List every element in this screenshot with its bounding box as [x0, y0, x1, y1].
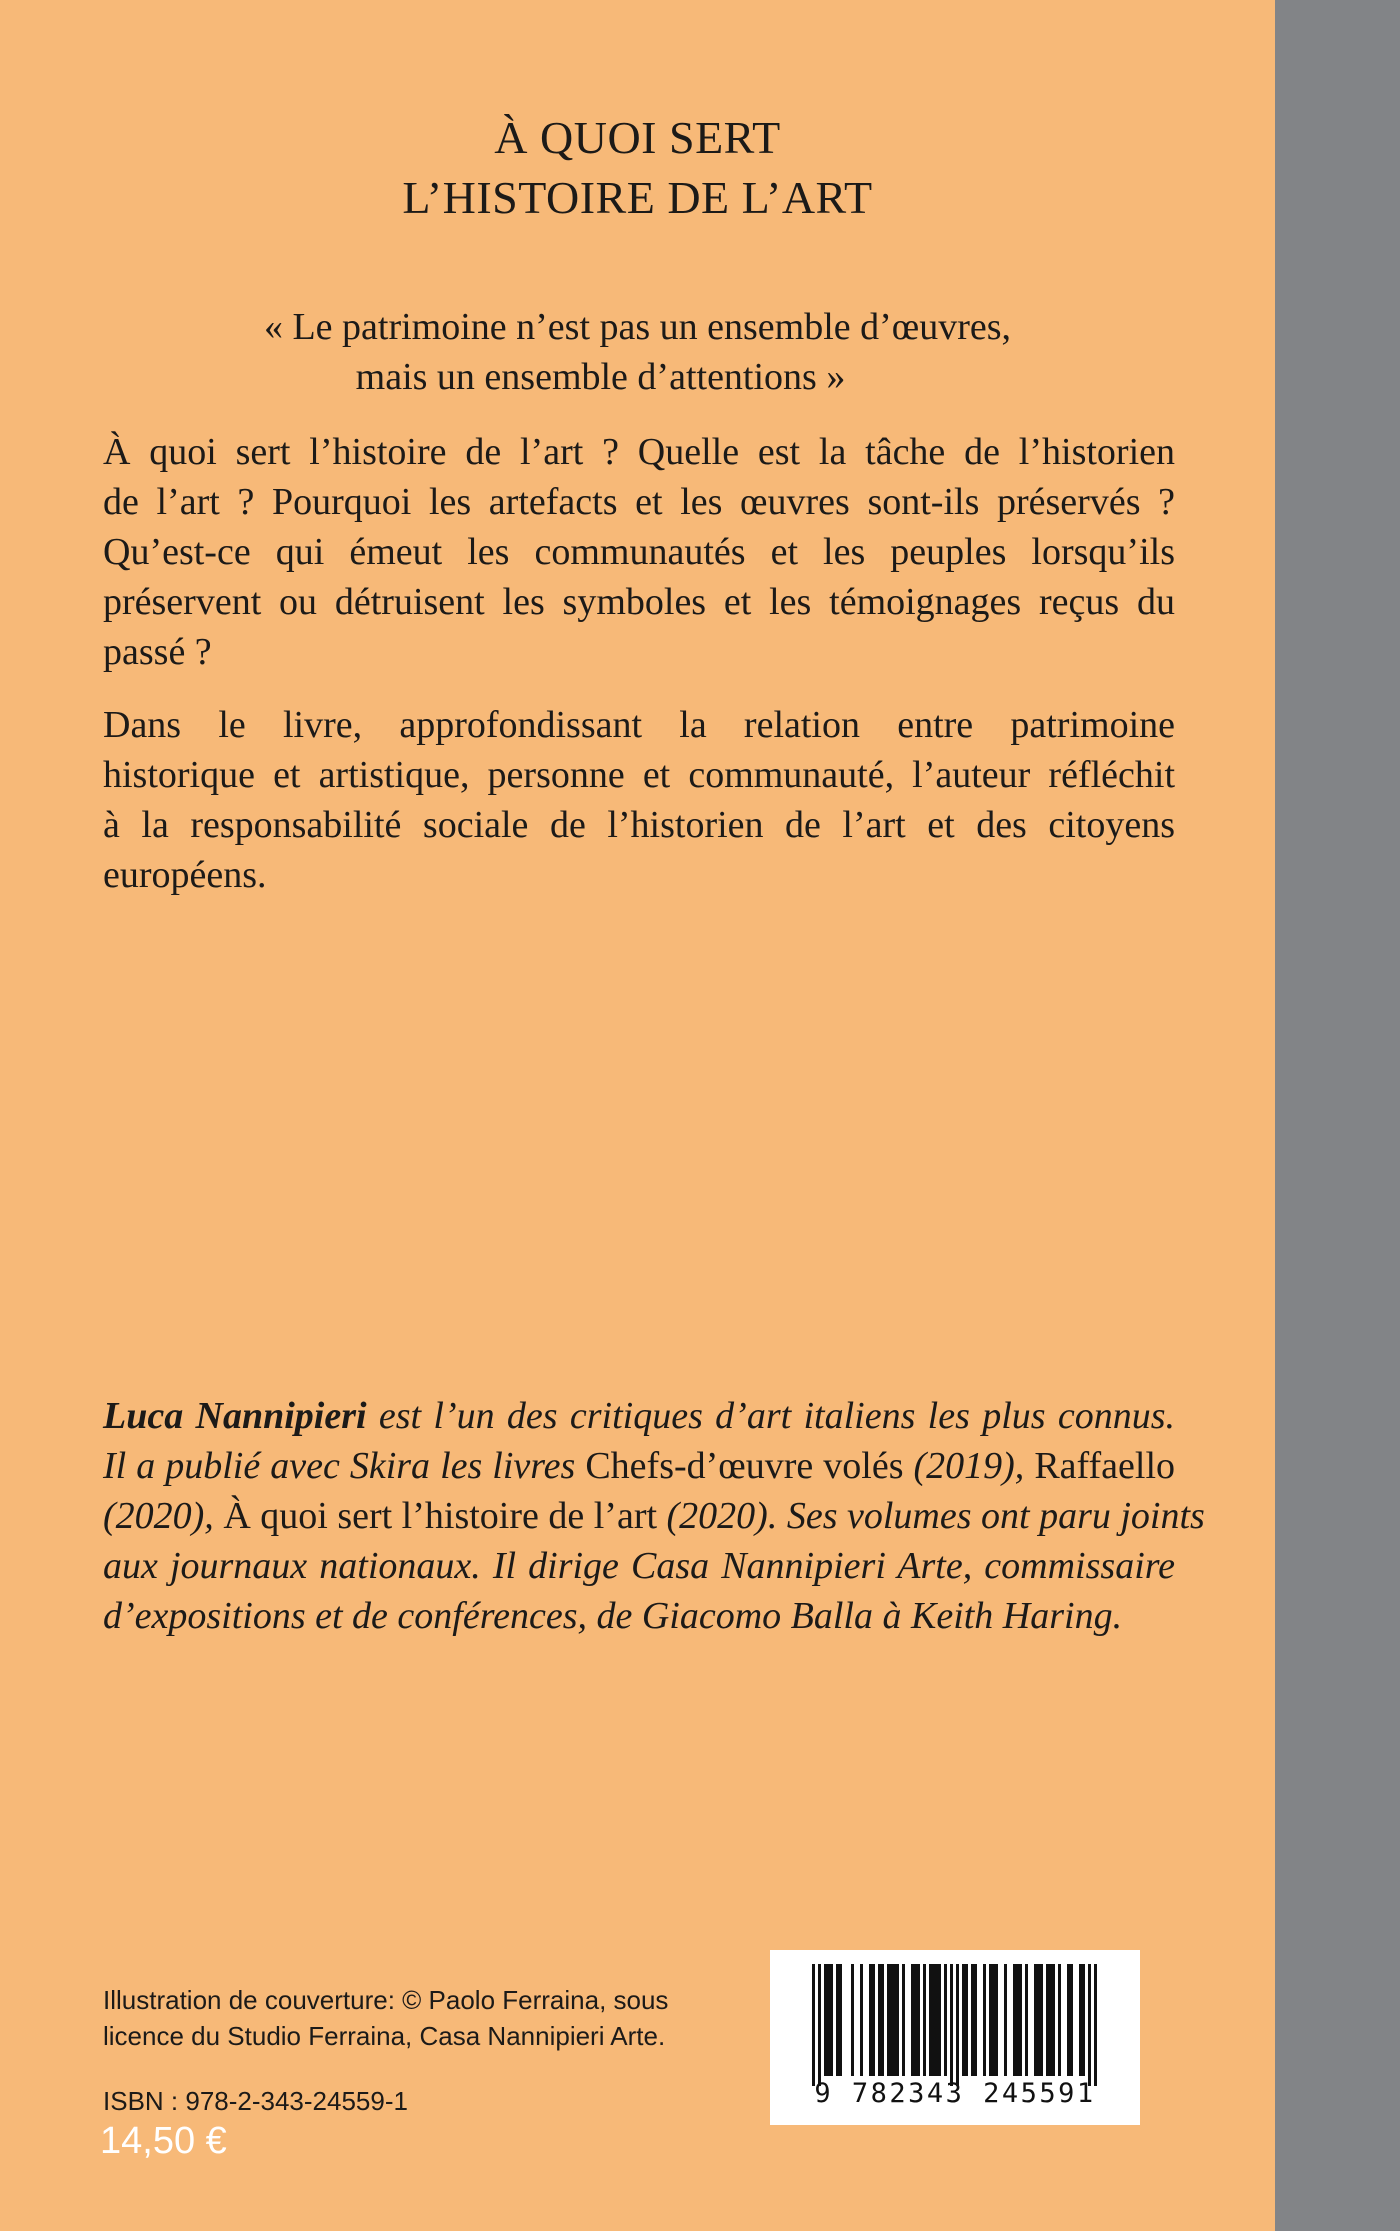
barcode-bar [839, 1964, 842, 2076]
barcode-bar [851, 1964, 854, 2076]
barcode-bar [890, 1964, 893, 2076]
quote-line-1: « Le patrimoine n’est pas un ensemble d’œuvres, [263, 306, 1012, 348]
price: 14,50 € [100, 2120, 227, 2162]
text-line: historique et artistique, personne et communauté, l’auteur réfléchit [103, 754, 1175, 796]
bio-line: Luca Nannipieri est l’un des critiques d’art italiens les plus connus. [103, 1395, 1176, 1437]
barcode-bar [893, 1964, 896, 2076]
barcode-bar [881, 1964, 884, 2076]
barcode-bar [830, 1964, 833, 2076]
text-line: européens. [103, 854, 267, 896]
bio-line: d’expositions et de conférences, de Giacomo Balla à Keith Haring. [103, 1595, 1123, 1637]
barcode [770, 1950, 1140, 2125]
book-spine [1275, 0, 1400, 2231]
text-line: Qu’est-ce qui émeut les communautés et les peuples lorsqu’ils [103, 531, 1175, 573]
barcode-bar [824, 1964, 827, 2076]
blurb-paragraph-2 [103, 700, 1175, 900]
isbn: ISBN : 978-2-343-24559-1 [103, 2086, 408, 2116]
barcode-bar [914, 1964, 917, 2076]
barcode-bar [1025, 1964, 1028, 2076]
text-line: passé ? [103, 631, 212, 673]
barcode-bar [944, 1964, 947, 2076]
bio-line: Il a publié avec Skira les livres Chefs-d’œuvre volés (2019), Raffaello [103, 1445, 1176, 1487]
author-name: Luca Nannipieri [103, 1395, 367, 1437]
barcode-bar [992, 1964, 995, 2076]
title-line-1: À QUOI SERT [494, 112, 781, 163]
barcode-bar [971, 1964, 974, 2076]
barcode-guard-bar [818, 1964, 821, 2086]
barcode-bar [1049, 1964, 1052, 2076]
credit-line-1: Illustration de couverture: © Paolo Ferraina, sous [103, 1985, 669, 2015]
barcode-bar [869, 1964, 872, 2076]
barcode-bar [935, 1964, 938, 2076]
barcode-bar [860, 1964, 863, 2076]
author-bio [103, 1391, 1205, 1641]
barcode-bar [989, 1964, 992, 2076]
text-line: Dans le livre, approfondissant la relation entre patrimoine [103, 704, 1175, 746]
credit-line-2: licence du Studio Ferraina, Casa Nannipieri Arte. [103, 2021, 666, 2051]
bio-line: (2020), À quoi sert l’histoire de l’art (2020). Ses volumes ont paru joints [103, 1495, 1205, 1537]
barcode-bar [938, 1964, 941, 2076]
barcode-bar [1019, 1964, 1022, 2076]
barcode-guard-bar [956, 1964, 959, 2086]
barcode-bar [1079, 1964, 1082, 2076]
barcode-bar [917, 1964, 920, 2076]
barcode-bar [962, 1964, 965, 2076]
barcode-bar [1082, 1964, 1085, 2076]
barcode-bar [872, 1964, 875, 2076]
barcode-bar [911, 1964, 914, 2076]
barcode-bar [1052, 1964, 1055, 2076]
barcode-bar [887, 1964, 890, 2076]
cover-illustration-credit [103, 1982, 668, 2054]
barcode-bar [995, 1964, 998, 2076]
barcode-guard-bar [950, 1964, 953, 2086]
barcode-bar [1004, 1964, 1007, 2076]
text-line: À quoi sert l’histoire de l’art ? Quelle est la tâche de l’historien [103, 431, 1175, 473]
title-line-2: L’HISTOIRE DE L’ART [402, 172, 873, 223]
barcode-bar [983, 1964, 986, 2076]
barcode-bar [929, 1964, 932, 2076]
barcode-bar [902, 1964, 905, 2076]
book-title-ref: Chefs-d’œuvre volés [585, 1445, 904, 1487]
barcode-bar [932, 1964, 935, 2076]
blurb-paragraph-1 [103, 427, 1175, 677]
barcode-guard-bar [812, 1964, 815, 2086]
barcode-bar [923, 1964, 926, 2076]
bio-line: aux journaux nationaux. Il dirige Casa Nannipieri Arte, commissaire [103, 1545, 1175, 1587]
text-line: préservent ou détruisent les symboles et les témoignages reçus du [103, 581, 1175, 623]
barcode-bar [836, 1964, 839, 2076]
barcode-guard-bar [1088, 1964, 1091, 2086]
barcode-bar [1070, 1964, 1073, 2076]
barcode-bar [974, 1964, 977, 2076]
barcode-bar [1013, 1964, 1016, 2076]
barcode-digits: 9 782343 245591 [814, 2078, 1096, 2109]
barcode-guard-bar [1094, 1964, 1097, 2086]
barcode-bar [965, 1964, 968, 2076]
barcode-bar [1034, 1964, 1037, 2076]
barcode-bar [878, 1964, 881, 2076]
book-title [0, 108, 1275, 228]
quote-line-2: mais un ensemble d’attentions » [355, 356, 846, 398]
barcode-bar [896, 1964, 899, 2076]
barcode-bar [1058, 1964, 1061, 2076]
barcode-bar [1016, 1964, 1019, 2076]
barcode-bar [1046, 1964, 1049, 2076]
book-title-ref: À quoi sert l’histoire de l’art [223, 1495, 658, 1537]
barcode-bar [1067, 1964, 1070, 2076]
book-title-ref: Raffaello [1034, 1445, 1176, 1487]
epigraph-quote [0, 302, 1275, 402]
barcode-bar [1040, 1964, 1043, 2076]
text-line: à la responsabilité sociale de l’historien de l’art et des citoyens [103, 804, 1175, 846]
text-line: de l’art ? Pourquoi les artefacts et les œuvres sont-ils préservés ? [103, 481, 1175, 523]
barcode-bar [827, 1964, 830, 2076]
barcode-bar [1037, 1964, 1040, 2076]
